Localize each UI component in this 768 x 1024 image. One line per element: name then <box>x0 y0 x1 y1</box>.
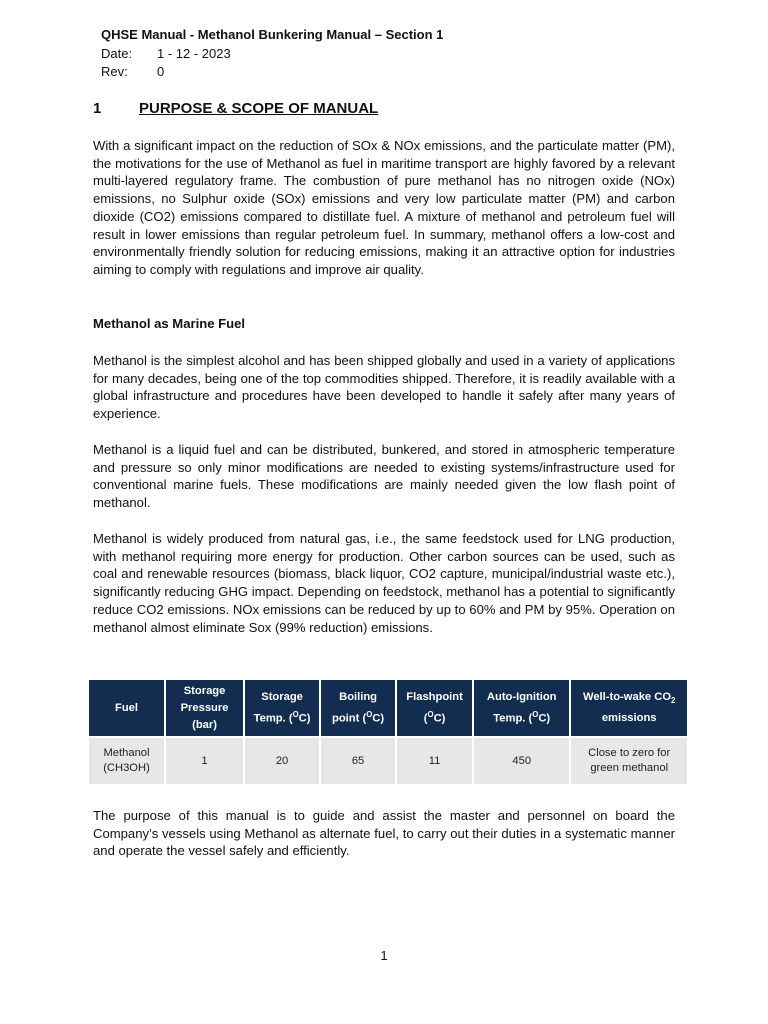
header-autoignition: Auto-Ignition Temp. ($^O$C) <box>474 680 569 736</box>
paragraph-3: Methanol is widely produced from natural gas, i.e., the same feedstock used for LNG production, with methanol requiring more energy for production. Other carbon sources can be used, such as coal and renewable resources (biomass, black liquor, CO2 capture, municipal/industrial waste etc.), significantly reducing GHG impact. Depending on feedstock, methanol has a potential to significantly reduce CO2 emissions. NOx emissions can be reduced by up to 60% and PM by 95%. Operation on methanol almost eliminate Sox (99% reduction) emissions. <box>93 531 675 635</box>
rev-label: Rev: <box>101 64 128 79</box>
section-heading <box>93 100 378 117</box>
section-number: 1 <box>93 100 102 117</box>
cell-pressure: 1 <box>166 736 243 784</box>
cell-emissions: Close to zero for green methanol <box>571 736 687 784</box>
cell-temp: 20 <box>245 736 319 784</box>
date-value: 1 - 12 - 2023 <box>157 45 231 61</box>
rev-value: 0 <box>157 64 165 79</box>
cell-boiling: 65 <box>321 736 395 784</box>
header-title: QHSE Manual - Methanol Bunkering Manual – Section 1 <box>101 27 444 42</box>
intro-paragraph: With a significant impact on the reduction of SOx & NOx emissions, and the particulate matter (PM), the motivations for the use of Methanol as fuel in maritime transport are highly favored by a relevant multi-layered regulatory frame. The combustion of pure methanol has no nitrogen oxide (NOx) emissions, no Sulphur oxide (SOx) emissions and very low particulate matter (PM) and carbon dioxide (CO2) emissions compared to distillate fuel. A mixture of methanol and petroleum fuel will result in lower emissions than regular petroleum fuel. In summary, methanol offers a low-cost and environmentally friendly solution for reducing emissions, making it an attractive option for industries aiming to comply with regulations and improve air quality. <box>93 138 675 277</box>
header-pressure: Storage Pressure (bar) <box>166 680 243 736</box>
header-temp: Storage Temp. ($^O$C) <box>245 680 319 736</box>
header-fuel: Fuel <box>89 680 164 736</box>
header-boiling: Boiling point ($^O$C) <box>321 680 395 736</box>
table-row <box>89 736 687 784</box>
document-header <box>101 26 443 82</box>
page-number: 1 <box>380 948 388 963</box>
header-flashpoint: Flashpoint ($^O$C) <box>397 680 472 736</box>
cell-flashpoint: 11 <box>397 736 472 784</box>
cell-autoignition: 450 <box>474 736 569 784</box>
closing-paragraph: The purpose of this manual is to guide and assist the master and personnel on board the Company’s vessels using Methanol as alternate fuel, to carry out their duties in a systematic manner and operate the vessel safely and efficiently. <box>93 808 675 859</box>
section-title: PURPOSE & SCOPE OF MANUAL <box>139 100 379 117</box>
subheading: Methanol as Marine Fuel <box>93 316 246 331</box>
header-emissions: Well-to-wake $CO_2$ emissions <box>571 680 687 736</box>
header-rev-row <box>101 63 443 82</box>
paragraph-2: Methanol is a liquid fuel and can be distributed, bunkered, and stored in atmospheric temperature and pressure so only minor modifications are needed to existing systems/infrastructure used for conventional marine fuels. These modifications are mainly needed given the low flash point of methanol. <box>93 442 675 511</box>
date-label: Date: <box>101 45 133 61</box>
fuel-properties-table <box>87 680 689 784</box>
cell-fuel: Methanol (CH3OH) <box>89 736 164 784</box>
table-header-row <box>89 680 687 736</box>
paragraph-1: Methanol is the simplest alcohol and has been shipped globally and used in a variety of applications for many decades, being one of the top commodities shipped. Therefore, it is readily available with a global infrastructure and procedures have been developed to handle it safely after many years of experience. <box>93 353 675 422</box>
header-date-row <box>101 45 443 64</box>
